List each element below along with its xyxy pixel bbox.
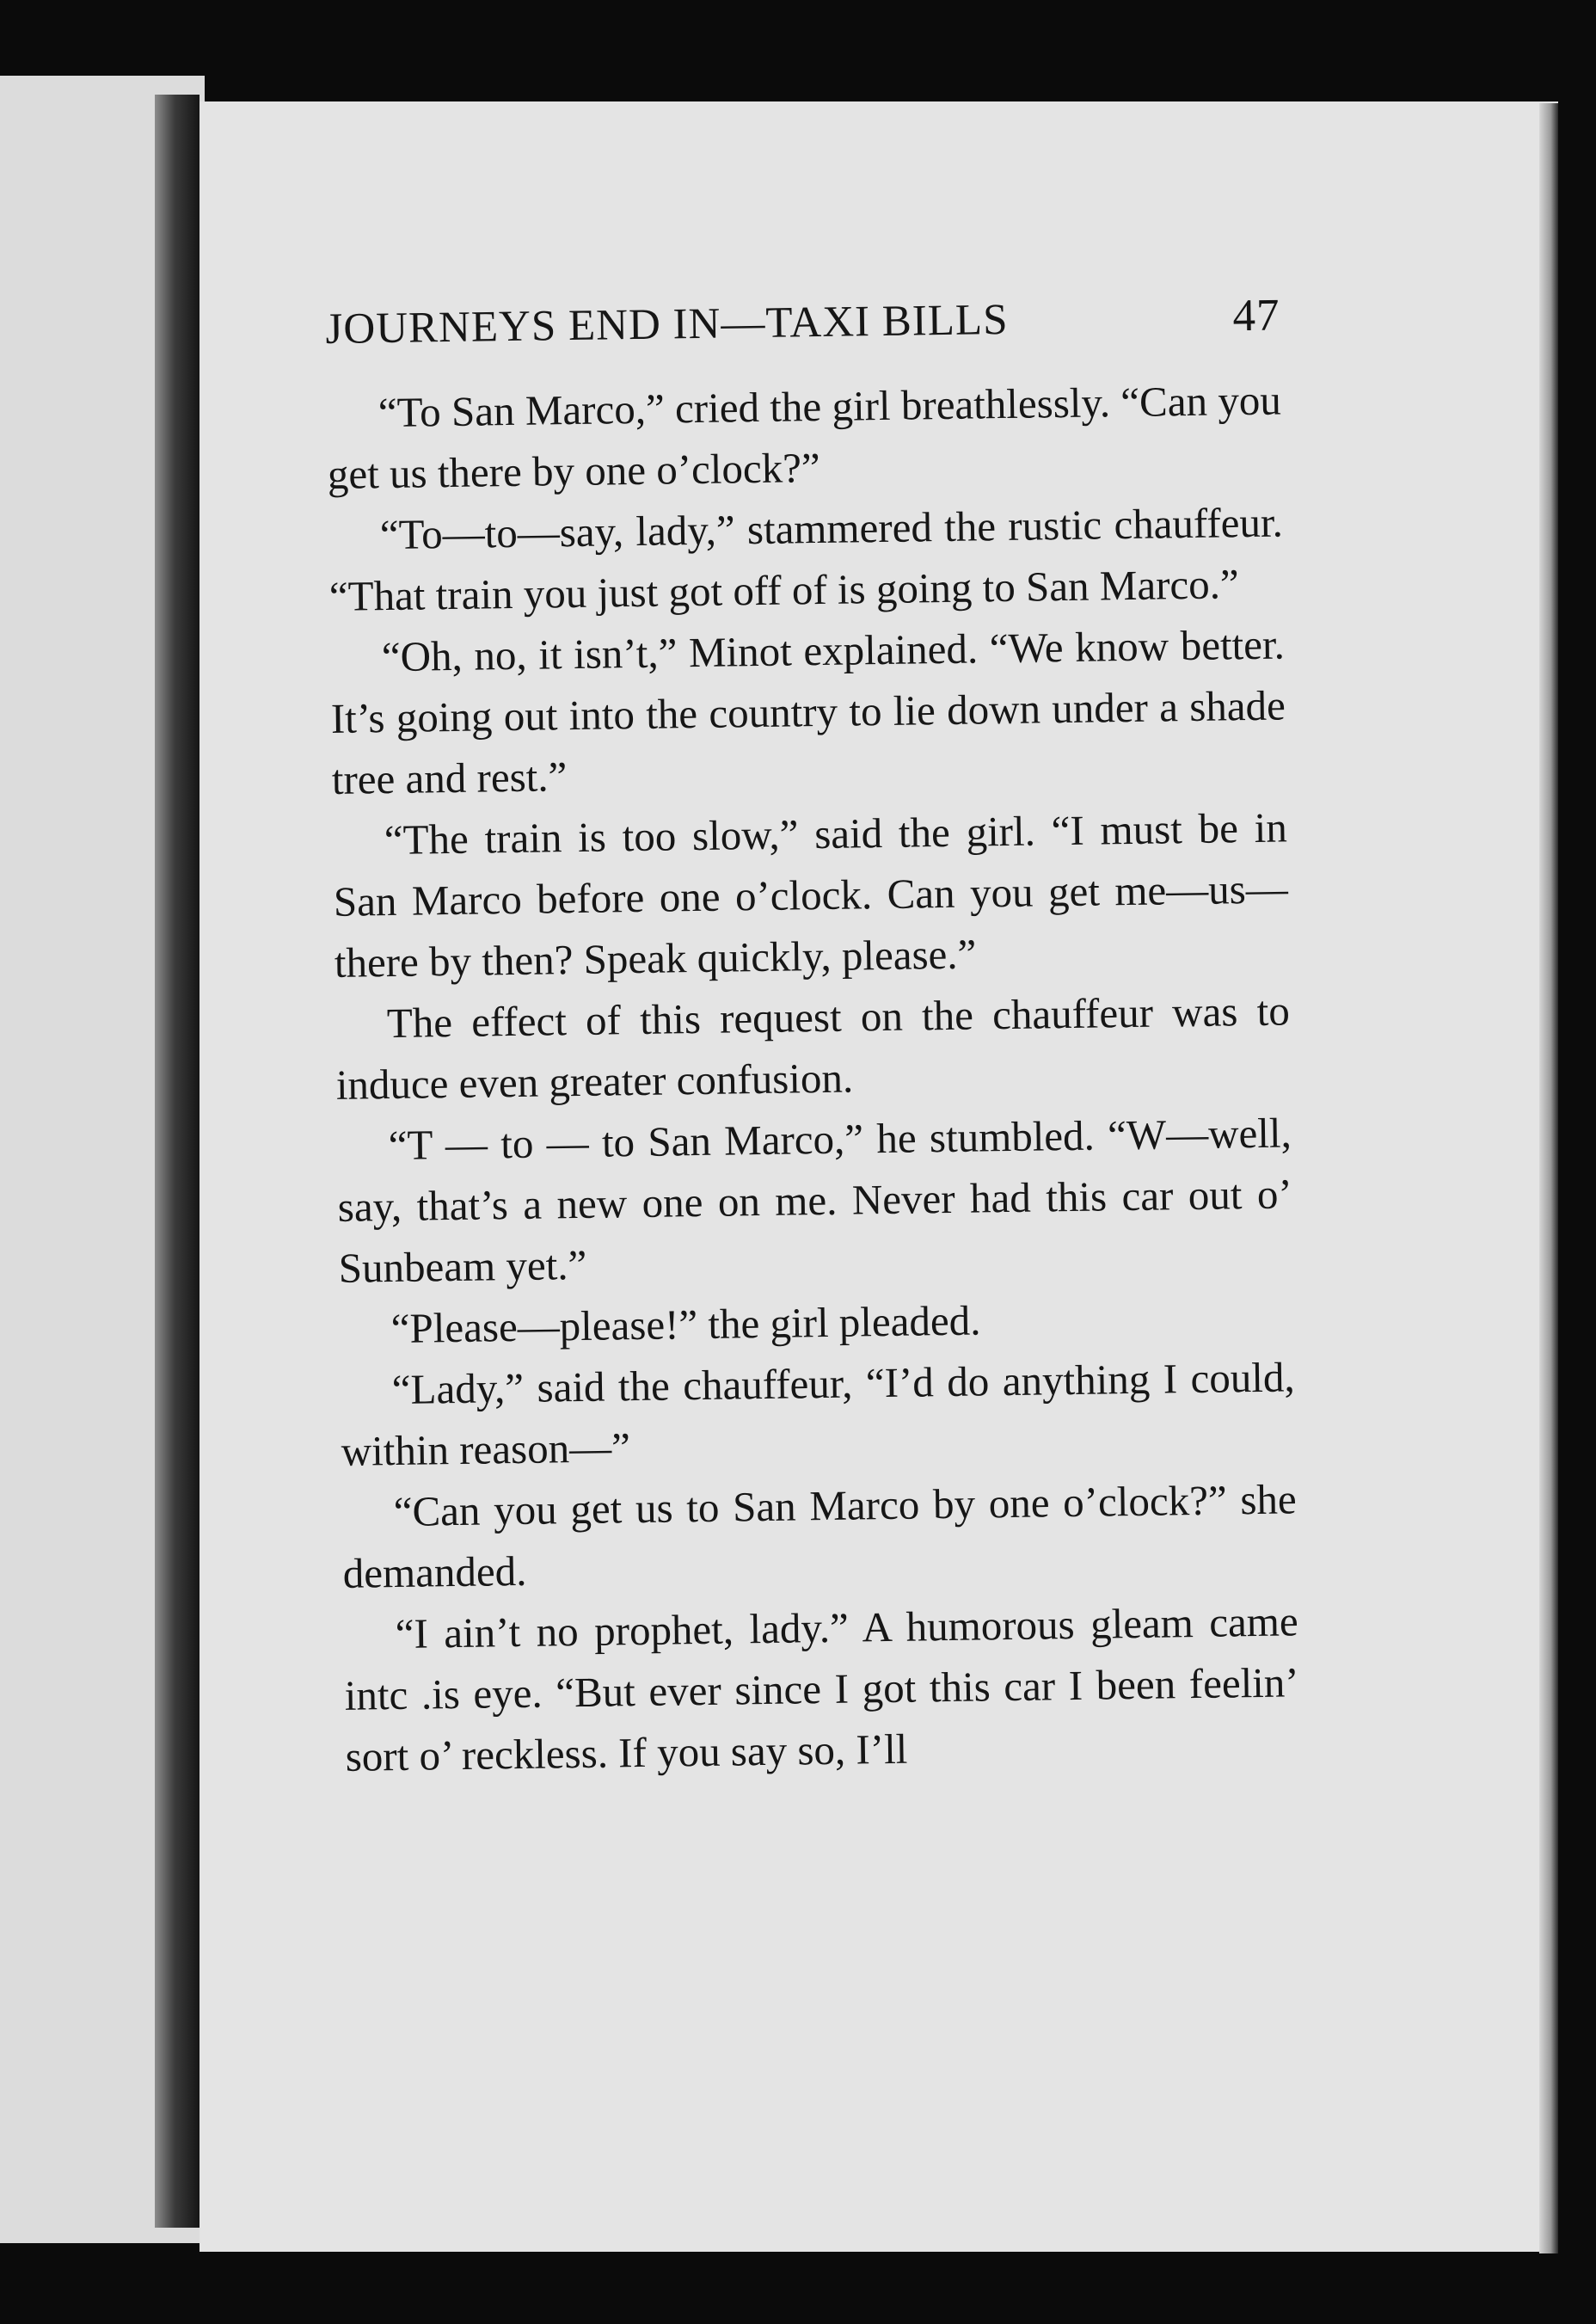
running-head [325, 281, 1280, 364]
paragraph: “To—to—say, lady,” stammered the rustic chauffeur. “That train you just got off of is going to San Marco.” [328, 498, 1284, 620]
paragraph: “I ain’t no prophet, lady.” A humorous gleam came intc .is eye. “But ever since I got this car I been feelin’ sort o’ reckless. If you say so, I’ll [344, 1597, 1300, 1780]
paragraph: “To San Marco,” cried the girl breathlessly. “Can you get us there by one o’clock?” [327, 376, 1282, 498]
paragraph: “Oh, no, it isn’t,” Minot explained. “We know better. It’s going out into the country to lie down under a shade tree and rest.” [330, 620, 1286, 803]
paragraph: “The train is too slow,” said the girl. “I must be in San Marco before one o’clock. Can you get me—us—there by then? Speak quickly, please.” [333, 803, 1289, 987]
paragraph: “T — to — to San Marco,” he stumbled. “W—well, say, that’s a new one on me. Never had this car out o’ Sunbeam yet.” [337, 1109, 1293, 1292]
paragraph: “Please—please!” the girl pleaded. [390, 1296, 981, 1353]
paragraph: “Lady,” said the chauffeur, “I’d do anything I could, within reason—” [341, 1353, 1296, 1475]
page-text-block [325, 281, 1300, 1787]
page-number: 47 [1232, 290, 1280, 341]
running-head-title: JOURNEYS END IN—TAXI BILLS [325, 295, 1009, 354]
book-gutter [155, 95, 200, 2228]
paragraph: The effect of this request on the chauffeur was to induce even greater confusion. [335, 987, 1291, 1109]
page-edge-shadow [1539, 103, 1558, 2253]
paragraph: “Can you get us to San Marco by one o’clock?” she demanded. [342, 1475, 1298, 1597]
